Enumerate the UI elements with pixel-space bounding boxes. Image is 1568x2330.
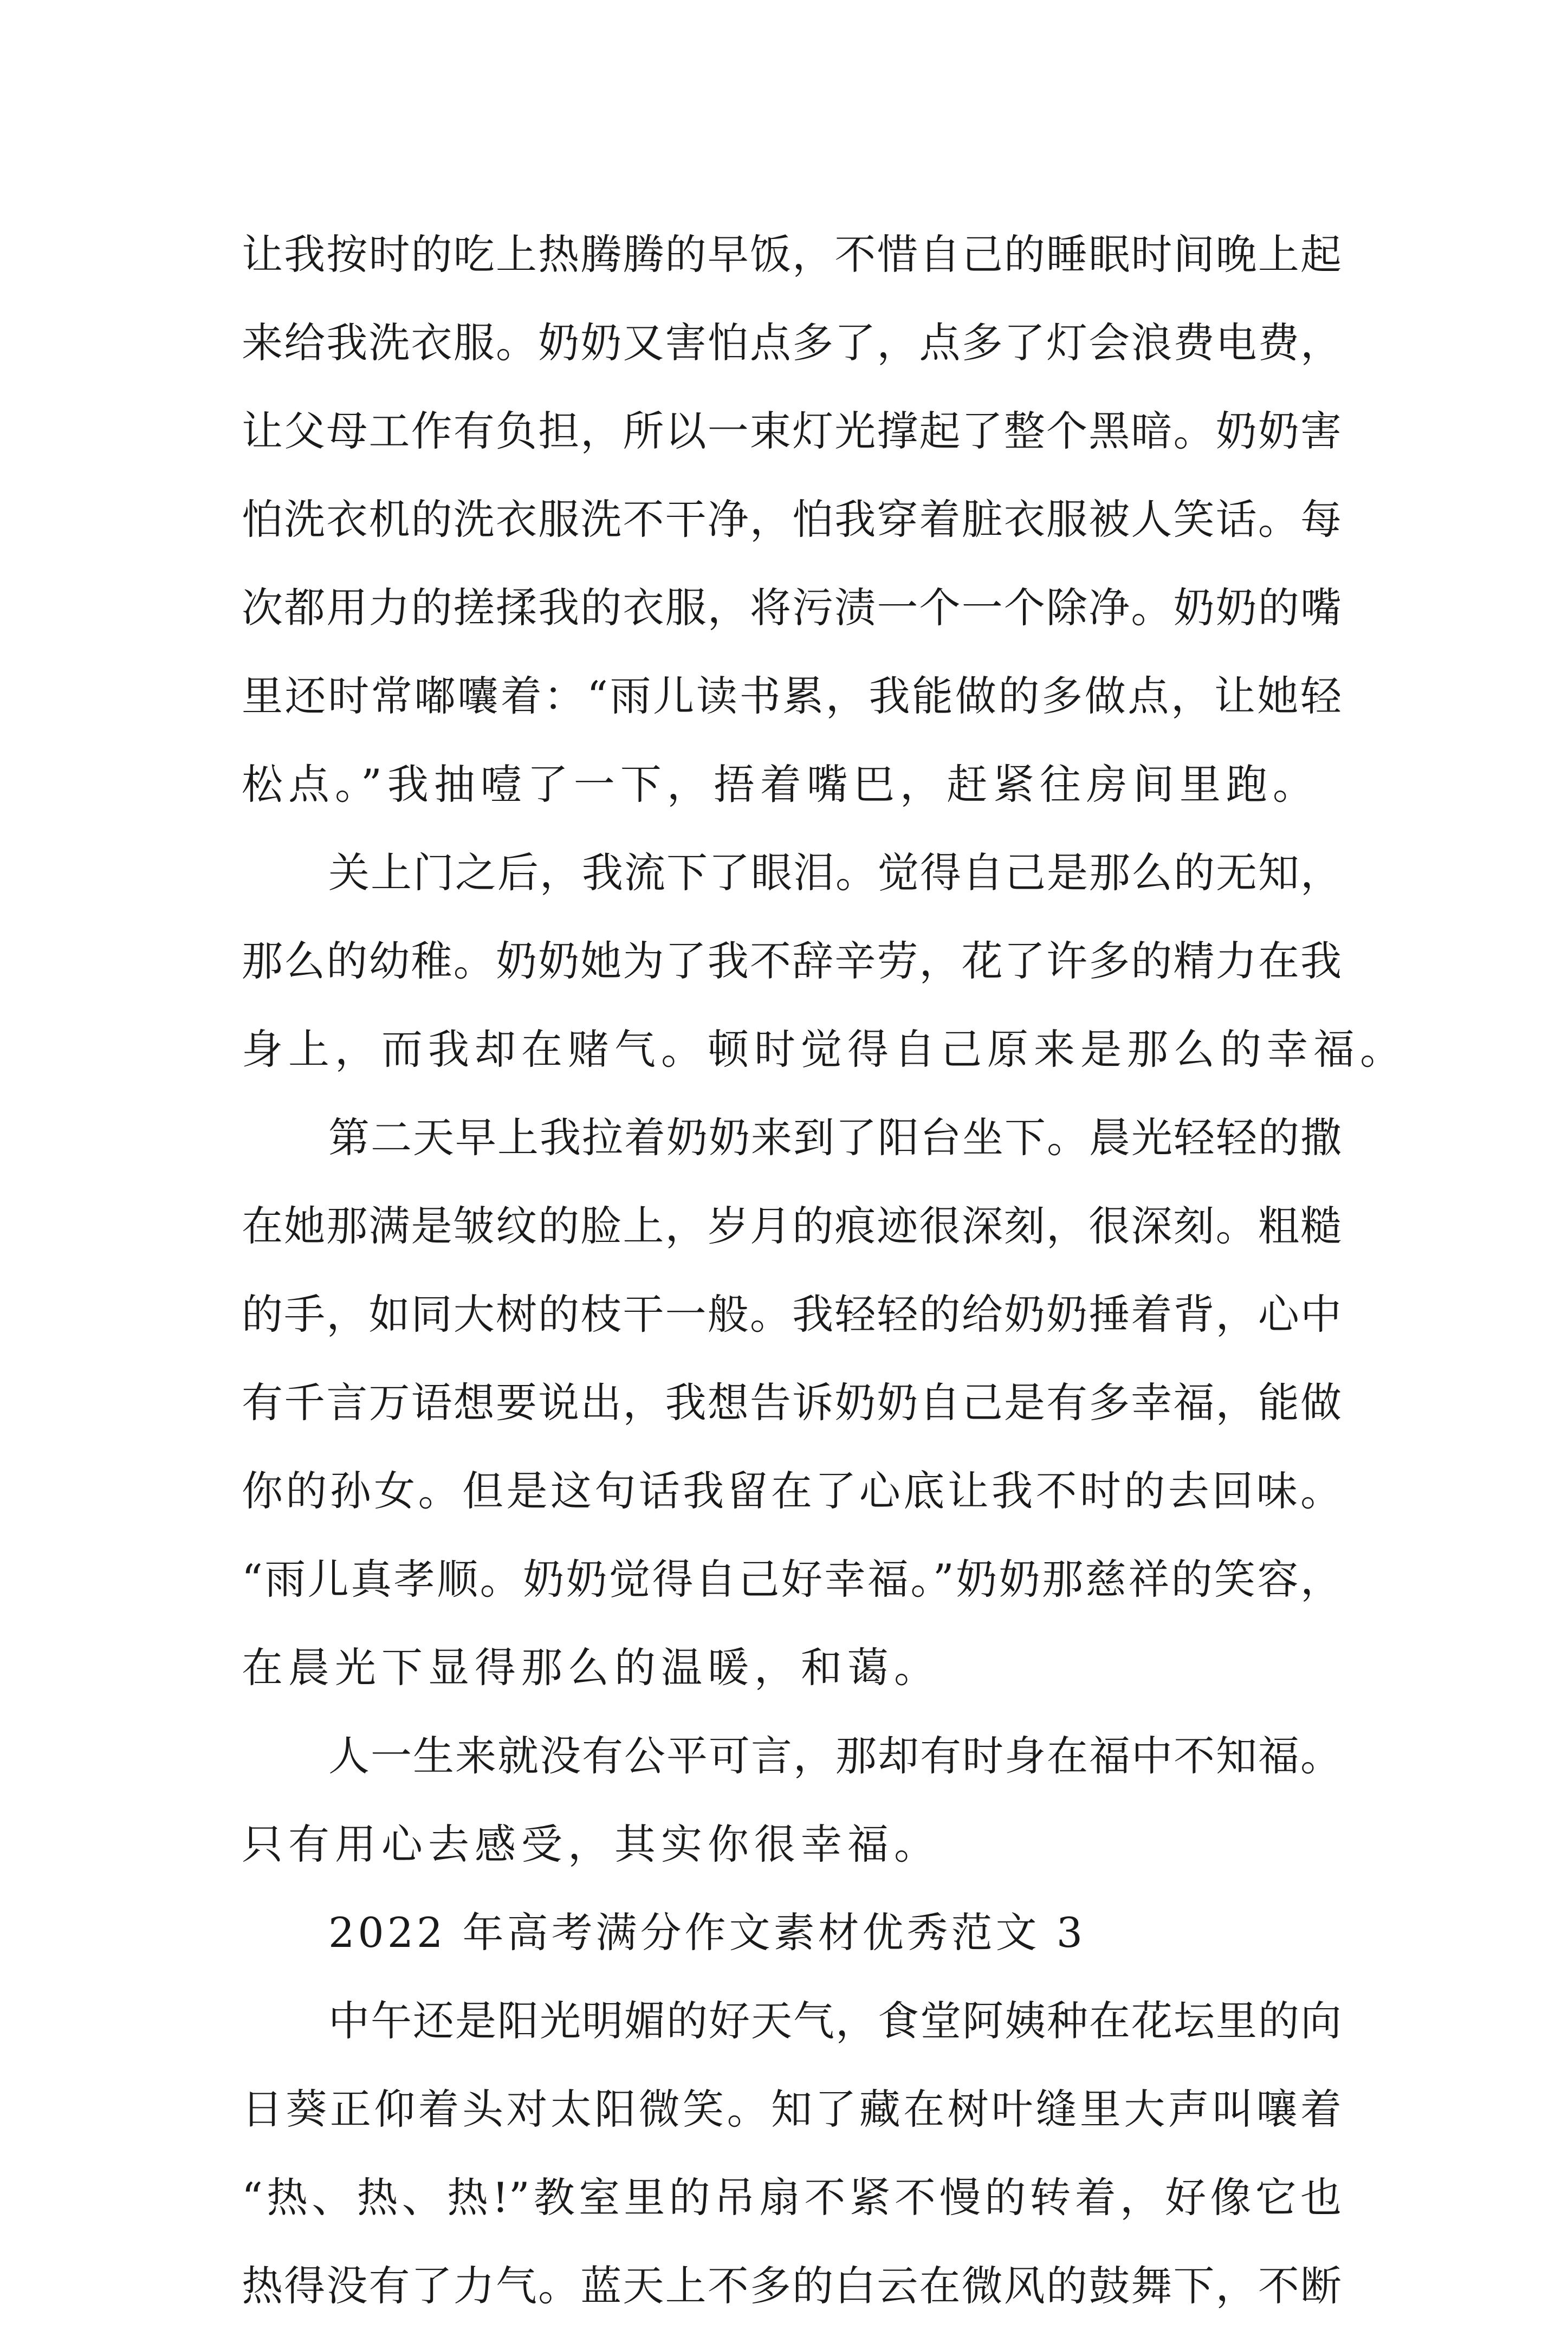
text-line: 那么的幼稚。奶奶她为了我不辞辛劳，花了许多的精力在我 <box>242 937 1342 985</box>
text-line: 你的孙女。但是这句话我留在了心底让我不时的去回味。 <box>242 1467 1342 1515</box>
text-line: 怕洗衣机的洗衣服洗不干净，怕我穿着脏衣服被人笑话。每 <box>242 495 1342 543</box>
text-line: 来给我洗衣服。奶奶又害怕点多了，点多了灯会浪费电费， <box>242 319 1342 367</box>
text-line: 在晨光下显得那么的温暖，和蔼。 <box>242 1643 941 1692</box>
section-heading: 2022 年高考满分作文素材优秀范文 3 <box>328 1908 1086 1957</box>
document-body <box>242 210 1407 2330</box>
text-line: 让父母工作有负担，所以一束灯光撑起了整个黑暗。奶奶害 <box>242 407 1342 455</box>
text-line: “热、热、热!”教室里的吊扇不紧不慢的转着，好像它也 <box>242 2173 1342 2222</box>
text-line: 松点。”我抽噎了一下，捂着嘴巴，赶紧往房间里跑。 <box>242 760 1319 808</box>
text-line: 在她那满是皱纹的脸上，岁月的痕迹很深刻，很深刻。粗糙 <box>242 1202 1342 1250</box>
text-line: 让我按时的吃上热腾腾的早饭，不惜自己的睡眠时间晚上起 <box>242 230 1342 279</box>
text-line: 第二天早上我拉着奶奶来到了阳台坐下。晨光轻轻的撒 <box>328 1114 1342 1162</box>
text-line: 人一生来就没有公平可言，那却有时身在福中不知福。 <box>328 1732 1342 1780</box>
text-line: 的手，如同大树的枝干一般。我轻轻的给奶奶捶着背，心中 <box>242 1290 1342 1338</box>
text-line: 有千言万语想要说出，我想告诉奶奶自己是有多幸福，能做 <box>242 1378 1342 1427</box>
text-line: 中午还是阳光明媚的好天气，食堂阿姨种在花坛里的向 <box>328 1997 1342 2045</box>
text-line: 热得没有了力气。蓝天上不多的白云在微风的鼓舞下，不断 <box>242 2262 1342 2310</box>
text-line: 里还时常嘟囔着：“雨儿读书累，我能做的多做点，让她轻 <box>242 672 1342 720</box>
text-line: 关上门之后，我流下了眼泪。觉得自己是那么的无知， <box>328 849 1342 897</box>
text-line: 次都用力的搓揉我的衣服，将污渍一个一个除净。奶奶的嘴 <box>242 584 1342 632</box>
text-line: 只有用心去感受，其实你很幸福。 <box>242 1820 941 1868</box>
text-line: 身上，而我却在赌气。顿时觉得自己原来是那么的幸福。 <box>242 1025 1407 1073</box>
text-line: “雨儿真孝顺。奶奶觉得自己好幸福。”奶奶那慈祥的笑容， <box>242 1555 1342 1603</box>
text-line: 日葵正仰着头对太阳微笑。知了藏在树叶缝里大声叫嚷着 <box>242 2085 1342 2133</box>
